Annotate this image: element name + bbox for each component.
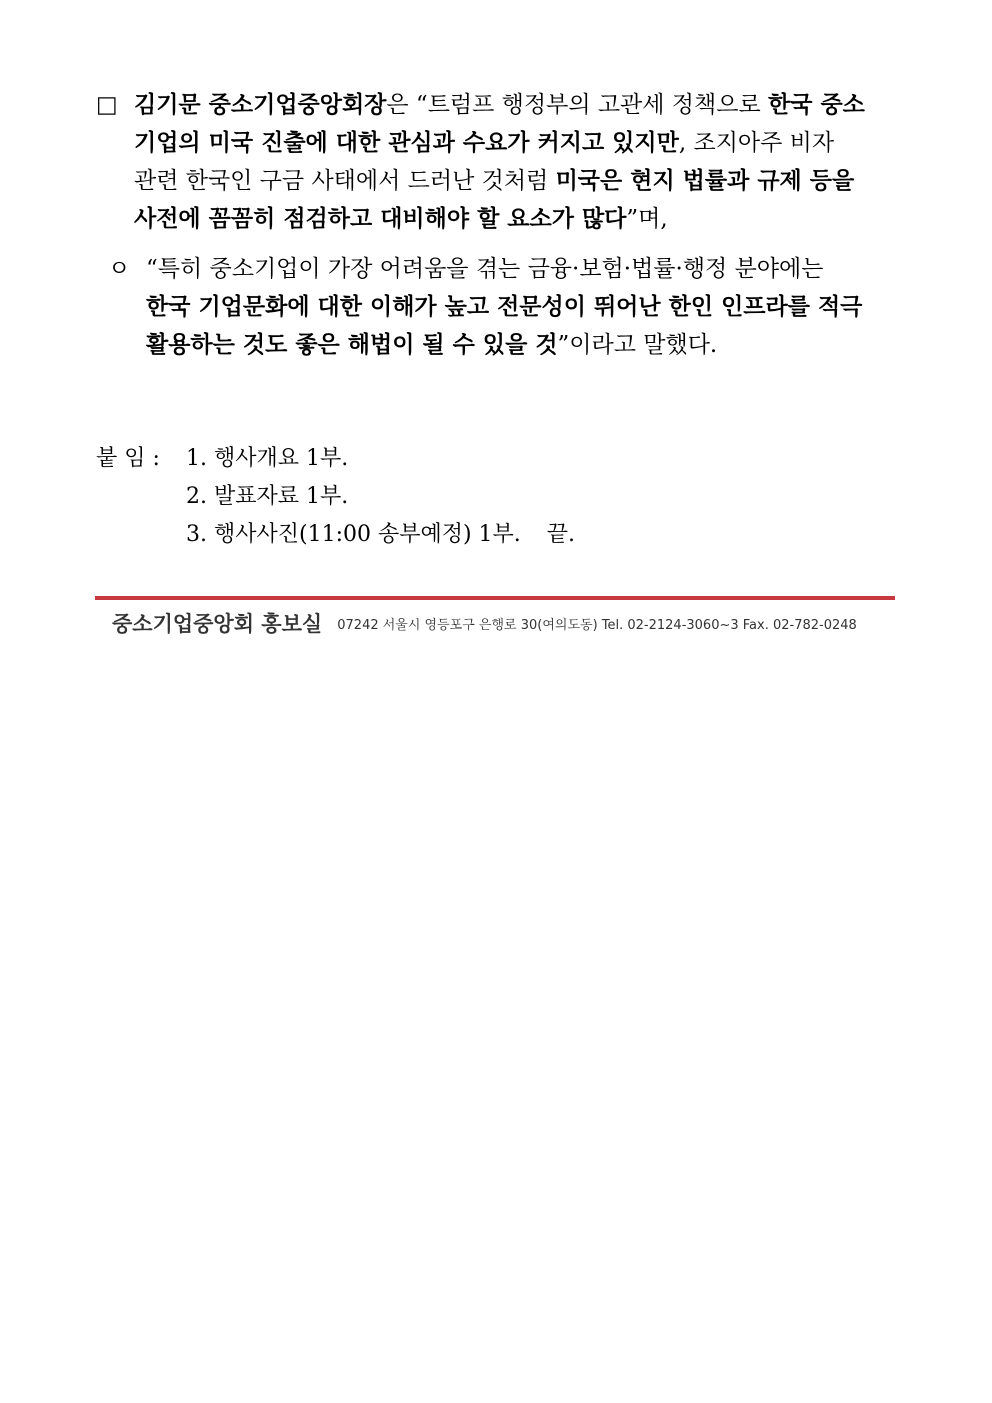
end-mark: 끝.: [546, 522, 576, 547]
text-run: ”이라고 말했다.: [557, 332, 718, 358]
footer: [112, 608, 857, 638]
footer-divider: [95, 596, 895, 600]
paragraph-line: [134, 86, 898, 124]
footer-organization: 중소기업중앙회 홍보실: [112, 612, 323, 636]
sub-bullet-paragraph: [108, 250, 898, 364]
footer-address: 07242 서울시 영등포구 은행로 30(여의도동) Tel. 02-2124-3060~3 Fax. 02-782-0248: [337, 617, 857, 633]
paragraph-line: [146, 326, 898, 364]
paragraph-line: [134, 124, 898, 162]
text-run-bold: 활용하는 것도 좋은 해법이 될 수 있을 것: [146, 331, 558, 358]
circle-bullet-icon: ㅇ: [108, 256, 131, 282]
paragraph-line: [134, 200, 898, 238]
square-bullet-icon: □: [96, 92, 118, 118]
attachment-item-text: 3. 행사사진(11:00 송부예정) 1부.: [186, 522, 521, 547]
text-run: ”며,: [626, 206, 668, 232]
text-run: 관련 한국인 구금 사태에서 드러난 것처럼: [134, 168, 556, 194]
main-bullet-paragraph: [96, 86, 898, 238]
text-run-bold: 사전에 꼼꼼히 점검하고 대비해야 할 요소가 많다: [134, 205, 627, 232]
paragraph-line: [146, 288, 898, 326]
attachments-list: [186, 440, 575, 554]
sub-paragraph-lines: [146, 250, 898, 364]
attachment-item: 2. 발표자료 1부.: [186, 484, 349, 509]
paragraph-line: [146, 250, 898, 288]
text-run: , 조지아주 비자: [678, 130, 835, 156]
attachment-item: 1. 행사개요 1부.: [186, 446, 349, 471]
text-run-bold: 한국 중소: [768, 91, 865, 118]
text-run-bold: 김기문 중소기업중앙회장: [134, 91, 387, 118]
text-run-bold: 기업의 미국 진출에 대한 관심과 수요가 커지고 있지만: [134, 129, 679, 156]
text-run-bold: 미국은 현지 법률과 규제 등을: [555, 167, 855, 194]
attachment-item: [186, 516, 575, 554]
attachments-section: [96, 440, 575, 554]
text-run: 은 “트럼프 행정부의 고관세 정책으로: [386, 92, 768, 118]
text-run-bold: 한국 기업문화에 대한 이해가 높고 전문성이 뛰어난 한인 인프라를 적극: [146, 293, 863, 320]
text-run: “특히 중소기업이 가장 어려움을 겪는 금융·보험·법률·행정 분야에는: [146, 256, 824, 282]
attachments-label: 붙 임 :: [96, 446, 160, 471]
paragraph-line: [134, 162, 898, 200]
main-paragraph-lines: [134, 86, 898, 238]
